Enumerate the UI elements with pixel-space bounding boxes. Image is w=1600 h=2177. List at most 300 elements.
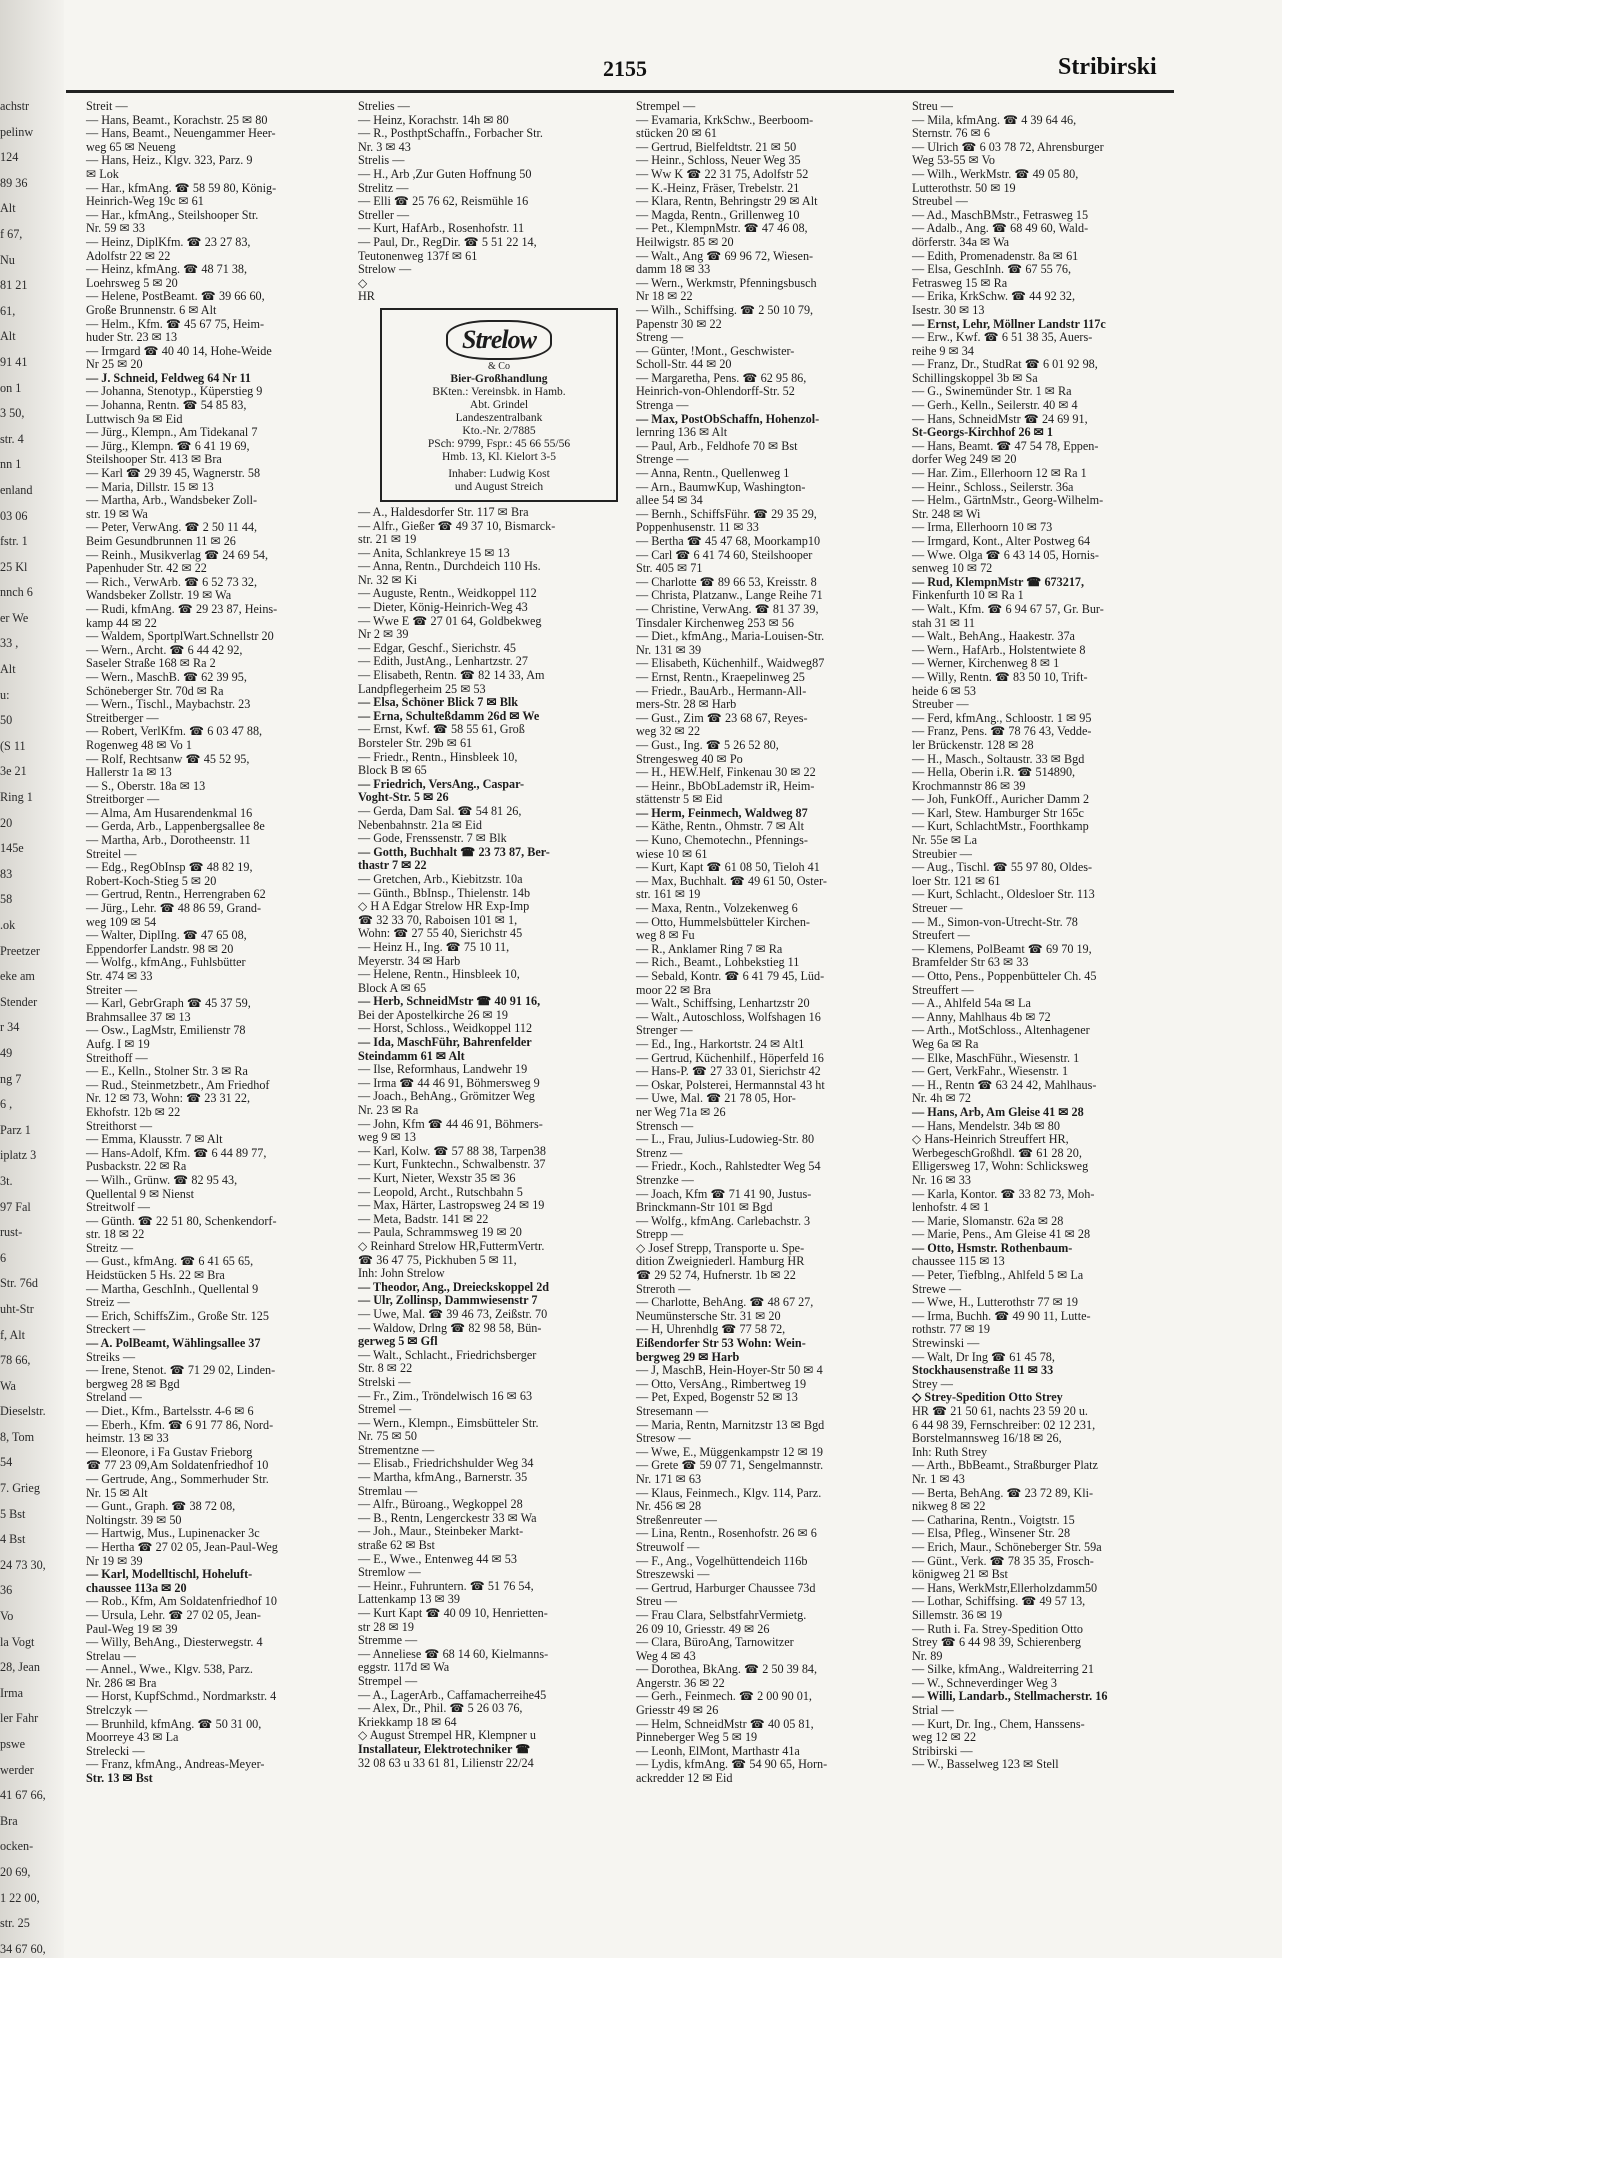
directory-entry: Nr. 3 ✉ 43 — [358, 139, 411, 154]
directory-entry: — Elsa, Schöner Blick 7 ✉ Blk — [358, 695, 518, 710]
directory-entry: — Wilh., WerkMstr. ☎ 49 05 80, — [912, 166, 1079, 181]
directory-entry: — A., LagerArb., Caffamacherreihe45 — [358, 1687, 547, 1702]
directory-entry: — Käthe, Rentn., Ohmstr. 7 ✉ Alt — [636, 819, 804, 834]
surname-heading: Streuer — — [912, 901, 963, 916]
directory-entry: — Pet., KlempnMstr. ☎ 47 46 08, — [636, 221, 808, 236]
directory-entry: — Hella, Oberin i.R. ☎ 514890, — [912, 765, 1076, 780]
directory-entry: — Waldem, SportplWart.Schnellstr 20 — [86, 629, 274, 644]
directory-entry: — Aug., Tischl. ☎ 55 97 80, Oldes- — [912, 860, 1093, 875]
directory-entry: — Hans, Heiz., Klgv. 323, Parz. 9 — [86, 153, 253, 168]
surname-heading: Stribirski — — [912, 1743, 973, 1758]
surname-heading: Stresow — — [636, 1431, 691, 1446]
directory-entry: Nr 2 ✉ 39 — [358, 627, 409, 642]
surname-heading: Streuwolf — — [636, 1539, 700, 1554]
directory-entry: — Kurt, Dr. Ing., Chem, Hanssens- — [912, 1716, 1085, 1731]
surname-heading: Strementzne — — [358, 1442, 435, 1457]
directory-entry: Hallerstr 1a ✉ 13 — [86, 765, 172, 780]
directory-entry: — Ernst, Rentn., Kraepelinweg 25 — [636, 669, 805, 684]
directory-entry: — Joh., Maur., Steinbeker Markt- — [358, 1524, 524, 1539]
directory-entry: Große Brunnenstr. 6 ✉ Alt — [86, 302, 217, 317]
directory-entry: Saseler Straße 168 ✉ Ra 2 — [86, 656, 216, 671]
directory-entry: — Otto, Hummelsbütteler Kirchen- — [636, 914, 810, 929]
advert-line: Hmb. 13, Kl. Kielort 3-5 — [441, 450, 557, 463]
directory-entry: — Elli ☎ 25 76 62, Reismühle 16 — [358, 194, 529, 209]
directory-entry: — Anny, Mahlhaus 4b ✉ 72 — [912, 1009, 1051, 1024]
directory-entry: — Günth., BbInsp., Thielenstr. 14b — [358, 885, 531, 900]
directory-entry: ◇ Strey-Spedition Otto Strey — [912, 1390, 1063, 1405]
directory-entry: — Robert, VerlKfm. ☎ 6 03 47 88, — [86, 724, 263, 739]
directory-entry: mers-Str. 28 ✉ Harb — [636, 697, 737, 712]
directory-entry: str. 19 ✉ Wa — [86, 506, 148, 521]
directory-entry: — Herm, Feinmech, Waldweg 87 — [636, 805, 808, 820]
directory-entry: — Irmgard, Kont., Alter Postweg 64 — [912, 534, 1091, 548]
directory-entry: Schöneberger Str. 70d ✉ Ra — [86, 683, 224, 698]
directory-entry: Inh: John Strelow — [358, 1266, 445, 1281]
directory-entry: — Elsa, GeschInh. ☎ 67 55 76, — [912, 262, 1072, 277]
directory-entry: Neumünstersche Str. 31 ✉ 20 — [636, 1308, 781, 1323]
fragment-line: achstr — [0, 99, 30, 113]
fragment-line: 124 — [0, 150, 19, 165]
directory-entry: — Edith, Promenadenstr. 8a ✉ 61 — [912, 248, 1079, 263]
directory-entry: Nr. 456 ✉ 28 — [636, 1499, 702, 1514]
directory-entry: — Berta, BehAng. ☎ 23 72 89, Kli- — [912, 1485, 1094, 1500]
directory-entry: Wandsbeker Zollstr. 19 ✉ Wa — [86, 588, 232, 603]
directory-entry: Scholl-Str. 44 ✉ 20 — [636, 357, 732, 372]
fragment-line: enland — [0, 482, 33, 497]
directory-entry: — Klemens, PolBeamt ☎ 69 70 19, — [912, 941, 1092, 956]
directory-entry: Papenhuder Str. 42 ✉ 22 — [86, 561, 207, 576]
directory-entry: — Alma, Am Husarendenkmal 16 — [86, 805, 253, 820]
directory-entry: str. 18 ✉ 22 — [86, 1227, 145, 1242]
fragment-line: 81 21 — [0, 278, 28, 293]
directory-entry: — Wern., Klempn., Eimsbütteler Str. — [358, 1415, 539, 1430]
directory-entry: damm 18 ✉ 33 — [636, 262, 711, 277]
directory-entry: — Erika, KrkSchw. ☎ 44 92 32, — [912, 289, 1075, 304]
directory-entry: — Carl ☎ 6 41 74 60, Steilshooper — [636, 547, 813, 562]
directory-entry: — F., Ang., Vogelhüttendeich 116b — [636, 1553, 808, 1568]
directory-entry: lernring 136 ✉ Alt — [636, 425, 728, 440]
fragment-line: Wa — [0, 1378, 16, 1393]
fragment-line: 25 Kl — [0, 559, 28, 574]
left-page-fragment — [0, 100, 58, 2096]
directory-entry: — Walt., Ang ☎ 69 96 72, Wiesen- — [636, 248, 814, 263]
directory-entry: — Friedr., Koch., Rahlstedter Weg 54 — [636, 1159, 821, 1174]
surname-heading: Strenger — — [636, 1023, 693, 1038]
fragment-line: Ring 1 — [0, 790, 33, 805]
fragment-line: 41 67 66, — [0, 1788, 46, 1803]
directory-entry: — John, Kfm ☎ 44 46 91, Böhmers- — [358, 1116, 543, 1131]
directory-entry: Isestr. 30 ✉ 13 — [912, 302, 985, 317]
directory-entry: — Karl, Stew. Hamburger Str 165c — [912, 805, 1084, 820]
directory-entry: — Wwe. Olga ☎ 6 43 14 05, Hornis- — [912, 547, 1099, 562]
fragment-line: 61, — [0, 303, 16, 318]
directory-entry: — Helm., GärtnMstr., Georg-Wilhelm- — [912, 493, 1104, 508]
directory-entry: ☎ 32 33 70, Raboisen 101 ✉ 1, — [358, 912, 518, 927]
directory-entry: — Irma, Ellerhoorn 10 ✉ 73 — [912, 520, 1053, 535]
directory-entry: — Joh, FunkOff., Auricher Damm 2 — [912, 792, 1090, 807]
fragment-line: Dieselstr. — [0, 1404, 46, 1419]
directory-entry: — Wolfg., kfmAng., Fuhlsbütter — [86, 955, 246, 970]
directory-entry: Nr. 12 ✉ 73, Wohn: ☎ 23 31 22, — [86, 1091, 251, 1106]
directory-entry: — J, MaschB, Hein-Hoyer-Str 50 ✉ 4 — [636, 1363, 823, 1378]
directory-entry: weg 109 ✉ 54 — [86, 914, 157, 929]
directory-entry: Str. 8 ✉ 22 — [358, 1361, 413, 1376]
directory-entry: — Anna, Rentn., Durchdeich 110 Hs. — [358, 559, 541, 574]
directory-entry: weg 12 ✉ 22 — [912, 1730, 977, 1745]
directory-entry: — Paul, Arb., Feldhofe 70 ✉ Bst — [636, 438, 798, 453]
directory-entry: Nr. 23 ✉ Ra — [358, 1103, 419, 1118]
surname-heading: ◇ — [358, 275, 368, 290]
directory-entry: — Wwe, H., Lutterothstr 77 ✉ 19 — [912, 1295, 1079, 1310]
directory-entry: Steilshooper Str. 413 ✉ Bra — [86, 452, 222, 467]
directory-entry: — Horst, Schloss., Weidkoppel 112 — [358, 1021, 533, 1036]
directory-entry: Brinckmann-Str 101 ✉ Bgd — [636, 1200, 773, 1215]
directory-entry: Stockhausenstraße 11 ✉ 33 — [912, 1363, 1054, 1378]
directory-entry: — Wolfg., kfmAng. Carlebachstr. 3 — [636, 1213, 811, 1228]
fragment-line: 4 Bst — [0, 1532, 26, 1547]
directory-entry: — Ruth i. Fa. Strey-Spedition Otto — [912, 1621, 1083, 1636]
directory-entry: stücken 20 ✉ 61 — [636, 126, 717, 141]
fragment-line: f 67, — [0, 226, 23, 241]
directory-entry: lenhofstr. 4 ✉ 1 — [912, 1200, 990, 1215]
directory-entry: — Lydis, kfmAng. ☎ 54 90 65, Horn- — [636, 1757, 828, 1772]
strelow-logo: Strelow — [446, 320, 552, 360]
directory-entry: — Franz, Dr., StudRat ☎ 6 01 92 98, — [912, 357, 1098, 372]
fragment-line: 58 — [0, 892, 13, 907]
advert-line: und August Streich — [454, 480, 544, 493]
directory-entry: — Har., kfmAng., Steilshooper Str. — [86, 207, 259, 222]
directory-entry: — Joach., BehAng., Grömitzer Weg — [358, 1089, 535, 1104]
logo-subtext: & Co — [488, 360, 510, 372]
fragment-line: Alt — [0, 329, 16, 344]
directory-entry: — Ursula, Lehr. ☎ 27 02 05, Jean- — [86, 1607, 261, 1622]
directory-entry: Ekhofstr. 12b ✉ 22 — [86, 1104, 181, 1119]
directory-entry: — Irmgard ☎ 40 40 14, Hohe-Weide — [86, 343, 272, 358]
directory-entry: — Joach, Kfm ☎ 71 41 90, Justus- — [636, 1186, 812, 1201]
directory-entry: Nr 19 ✉ 39 — [86, 1553, 143, 1568]
surname-heading: Stresemann — — [636, 1404, 709, 1418]
fragment-line: 6 — [0, 1250, 7, 1265]
directory-entry: straße 62 ✉ Bst — [358, 1538, 435, 1553]
directory-entry: Tinsdaler Kirchenweg 253 ✉ 56 — [636, 615, 795, 630]
directory-entry: — Grete ☎ 59 07 71, Sengelmannstr. — [636, 1458, 824, 1473]
directory-entry: str 28 ✉ 19 — [358, 1619, 414, 1634]
directory-entry: Voght-Str. 5 ✉ 26 — [358, 790, 449, 805]
directory-entry: — H., Arb ,Zur Guten Hoffnung 50 — [358, 166, 532, 181]
surname-heading: HR — [358, 289, 375, 304]
directory-entry: — A. PolBeamt, Wählingsallee 37 — [86, 1336, 261, 1351]
directory-entry: — Heinr., BbObLademstr iR, Heim- — [636, 778, 815, 793]
fragment-line: 6 , — [0, 1097, 13, 1112]
directory-entry: — Werner, Kirchenweg 8 ✉ 1 — [912, 656, 1060, 671]
directory-entry: — Karl, Kolw. ☎ 57 88 38, Tarpen38 — [358, 1143, 546, 1158]
directory-entry: Sillemstr. 36 ✉ 19 — [912, 1607, 1003, 1622]
directory-entry: — Hans, Beamt. ☎ 47 54 78, Eppen- — [912, 438, 1099, 453]
directory-entry: — Peter, Tiefblng., Ahlfeld 5 ✉ La — [912, 1268, 1084, 1283]
directory-entry: — Gertrud, Rentn., Herrengraben 62 — [86, 887, 266, 902]
surname-heading: Stremel — — [358, 1402, 412, 1417]
surname-heading: Stremlow — — [358, 1565, 421, 1580]
advert-line: Landeszentralbank — [455, 411, 543, 424]
directory-entry: — W., Basselweg 123 ✉ Stell — [912, 1757, 1059, 1772]
directory-entry: Bramfelder Str 63 ✉ 33 — [912, 955, 1029, 970]
fragment-line: str. 25 — [0, 1916, 30, 1931]
directory-entry: — Walter, DiplIng. ☎ 47 65 08, — [86, 928, 247, 943]
surname-heading: Streubel — — [912, 194, 968, 209]
directory-entry: Sternstr. 76 ✉ 6 — [912, 126, 990, 141]
surname-heading: Streu — — [912, 99, 953, 113]
directory-entry: — Ilse, Reformhaus, Landwehr 19 — [358, 1062, 528, 1077]
directory-entry: — Har. Zim., Ellerhoorn 12 ✉ Ra 1 — [912, 466, 1087, 481]
directory-entry: — Gertrude, Ang., Sommerhuder Str. — [86, 1471, 269, 1486]
surname-heading: Streufert — — [912, 928, 970, 943]
fragment-line: 50 — [0, 713, 13, 728]
directory-entry: Quellental 9 ✉ Nienst — [86, 1186, 195, 1201]
surname-heading: Streland — — [86, 1390, 142, 1405]
surname-heading: Strelow — — [358, 262, 412, 277]
directory-entry: Papenstr 30 ✉ 22 — [636, 316, 722, 331]
surname-heading: Streubier — — [912, 846, 972, 861]
directory-entry: — Martha, kfmAng., Barnerstr. 35 — [358, 1470, 528, 1485]
directory-entry: — Rob., Kfm, Am Soldatenfriedhof 10 — [86, 1594, 277, 1609]
directory-entry: — Heinz H., Ing. ☎ 75 10 11, — [358, 939, 510, 954]
directory-entry: St-Georgs-Kirchhof 26 ✉ 1 — [912, 425, 1053, 440]
directory-entry: dörferstr. 34a ✉ Wa — [912, 234, 1009, 249]
directory-entry: — Dieter, König-Heinrich-Weg 43 — [358, 600, 528, 615]
fragment-line: r 34 — [0, 1020, 20, 1035]
surname-heading: Strial — — [912, 1703, 954, 1718]
directory-entry: Nr. 89 — [912, 1648, 943, 1663]
directory-entry: ✉ Lok — [86, 166, 119, 181]
advert-line: Inhaber: Ludwig Kost — [448, 467, 550, 480]
fragment-line: on 1 — [0, 380, 22, 395]
directory-entry: — Martha, Arb., Wandsbeker Zoll- — [86, 493, 258, 508]
surname-heading: Strelies — — [358, 99, 410, 113]
directory-entry: — Friedr., Rentn., Hinsbleek 10, — [358, 749, 518, 764]
surname-heading: Streitwolf — — [86, 1200, 150, 1215]
directory-entry: Lattenkamp 13 ✉ 39 — [358, 1592, 460, 1607]
directory-entry: ☎ 36 47 75, Pickhuben 5 ✉ 11, — [358, 1252, 517, 1267]
directory-entry: — Otto, Hsmstr. Rothenbaum- — [912, 1240, 1073, 1255]
fragment-line: str. 4 — [0, 431, 24, 446]
surname-heading: Streitberger — — [86, 710, 159, 725]
directory-entry: — Wern., Werkmstr, Pfenningsbusch — [636, 275, 817, 290]
fragment-line: (S 11 — [0, 738, 26, 753]
directory-entry: Beim Gesundbrunnen 11 ✉ 26 — [86, 534, 236, 548]
directory-entry: — Elsa, Pfleg., Winsener Str. 28 — [912, 1526, 1071, 1541]
directory-entry: Str. 405 ✉ 71 — [636, 561, 703, 576]
column-4 — [912, 100, 1178, 1772]
directory-entry: — Gerda, Dam Sal. ☎ 54 81 26, — [358, 803, 522, 818]
fragment-line: 1 22 00, — [0, 1890, 40, 1905]
fragment-line: werder — [0, 1762, 34, 1777]
directory-entry: — Friedr., BauArb., Hermann-All- — [636, 683, 807, 698]
directory-entry: — Walt, Dr Ing ☎ 61 45 78, — [912, 1349, 1055, 1364]
directory-entry: — Ulr, Zollinsp, Dammwiesenstr 7 — [358, 1293, 538, 1308]
directory-entry: reihe 9 ✉ 34 — [912, 343, 974, 358]
directory-entry: — Heinz, Korachstr. 14h ✉ 80 — [358, 112, 509, 127]
directory-entry: Nebenbahnstr. 21a ✉ Eid — [358, 817, 482, 832]
surname-heading: Strey — — [912, 1376, 953, 1391]
directory-entry: 26 09 10, Griesstr. 49 ✉ 26 — [636, 1621, 770, 1636]
directory-entry: — Klaus, Feinmech., Klgv. 114, Parz. — [636, 1485, 822, 1500]
directory-entry: — Hans-P. ☎ 27 33 01, Sierichstr 42 — [636, 1064, 821, 1079]
advert-line: PSch: 9799, Fspr.: 45 66 55/56 — [427, 437, 571, 450]
directory-entry: — Helm., Kfm. ☎ 45 67 75, Heim- — [86, 316, 264, 331]
directory-entry: — Ww K ☎ 22 31 75, Adolfstr 52 — [636, 166, 809, 181]
surname-heading: Strepp — — [636, 1227, 684, 1242]
directory-entry: — Catharina, Rentn., Voigtstr. 15 — [912, 1512, 1075, 1527]
directory-entry: — Gerh., Kelln., Seilerstr. 40 ✉ 4 — [912, 398, 1078, 413]
directory-entry: Krochmannstr 86 ✉ 39 — [912, 778, 1026, 793]
advert-line: Kto.-Nr. 2/7885 — [462, 424, 536, 437]
directory-entry: ◇ H A Edgar Strelow HR Exp-Imp — [358, 899, 530, 914]
directory-entry: weg 65 ✉ Neueng — [86, 139, 176, 154]
directory-entry: — Kurt, Funktechn., Schwalbenstr. 37 — [358, 1157, 546, 1172]
fragment-line: Preetzer — [0, 943, 40, 958]
directory-entry: — Heinz, kfmAng. ☎ 48 71 38, — [86, 262, 248, 277]
fragment-line: 34 67 60, — [0, 1941, 46, 1956]
column-1 — [86, 100, 348, 1786]
directory-entry: — Annel., Wwe., Klgv. 538, Parz. — [86, 1662, 253, 1677]
fragment-line: ng 7 — [0, 1071, 22, 1086]
directory-entry: — Magda, Rentn., Grillenweg 10 — [636, 207, 800, 222]
fragment-line: 33 , — [0, 636, 19, 651]
directory-entry: — Willi, Landarb., Stellmacherstr. 16 — [912, 1689, 1108, 1704]
directory-entry: — Erich, SchiffsZim., Große Str. 125 — [86, 1308, 269, 1323]
fragment-line: Irma — [0, 1685, 24, 1700]
directory-entry: — Edgar, Geschf., Sierichstr. 45 — [358, 640, 516, 655]
surname-heading: Strelski — — [358, 1374, 411, 1389]
fragment-line: er We — [0, 610, 29, 625]
directory-entry: Nr. 32 ✉ Ki — [358, 572, 417, 587]
fragment-line: 5 Bst — [0, 1506, 26, 1521]
fragment-line: Alt — [0, 201, 16, 216]
directory-entry: — Wilh., Grünw. ☎ 82 95 43, — [86, 1172, 238, 1187]
surname-heading: Streit — — [86, 99, 128, 113]
directory-entry: — Max, PostObSchaffn, Hohenzol- — [636, 411, 820, 426]
directory-entry: dition Zweigniederl. Hamburg HR — [636, 1254, 805, 1269]
directory-entry: — Marie, Pens., Am Gleise 41 ✉ 28 — [912, 1227, 1091, 1242]
directory-entry: Nr. 286 ✉ Bra — [86, 1675, 157, 1690]
directory-entry: — Meta, Badstr. 141 ✉ 22 — [358, 1211, 489, 1226]
directory-entry: bergweg 29 ✉ Harb — [636, 1349, 740, 1364]
directory-entry: heimstr. 13 ✉ 33 — [86, 1431, 169, 1446]
surname-heading: Streu — — [636, 1594, 677, 1609]
directory-entry: — Paula, Schrammsweg 19 ✉ 20 — [358, 1225, 522, 1240]
fragment-line: iplatz 3 — [0, 1148, 37, 1163]
directory-entry: — Klara, Rentn, Behringstr 29 ✉ Alt — [636, 194, 818, 209]
directory-entry: Brahmsallee 37 ✉ 13 — [86, 1009, 191, 1024]
directory-entry: — Paul, Dr., RegDir. ☎ 5 51 22 14, — [358, 234, 537, 249]
fragment-line: Stender — [0, 994, 38, 1009]
directory-entry: — Christine, VerwAng. ☎ 81 37 39, — [636, 601, 819, 616]
directory-entry: heide 6 ✉ 53 — [912, 683, 977, 698]
directory-entry: Nr. 75 ✉ 50 — [358, 1429, 417, 1444]
fragment-line: 7. Grieg — [0, 1481, 40, 1496]
directory-entry: stah 31 ✉ 11 — [912, 615, 975, 630]
directory-entry: — Jürg., Klempn. ☎ 6 41 19 69, — [86, 438, 250, 453]
directory-entry: — Wern., HafArb., Holstentwiete 8 — [912, 642, 1086, 657]
surname-heading: Strelczyk — — [86, 1703, 148, 1718]
directory-entry: — Herb, SchneidMstr ☎ 40 91 16, — [358, 994, 541, 1009]
directory-entry: — Rich., Beamt., Lohbekstieg 11 — [636, 955, 800, 970]
directory-entry: — L., Frau, Julius-Ludowieg-Str. 80 — [636, 1132, 815, 1147]
directory-entry: — Elke, MaschFühr., Wiesenstr. 1 — [912, 1050, 1080, 1065]
directory-entry: — Friedrich, VersAng., Caspar- — [358, 776, 525, 791]
directory-entry: stättenstr 5 ✉ Eid — [636, 792, 723, 807]
fragment-line: 20 69, — [0, 1864, 31, 1879]
fragment-line: Alt — [0, 662, 16, 677]
directory-entry: — M., Simon-von-Utrecht-Str. 78 — [912, 914, 1078, 929]
directory-entry: chaussee 113a ✉ 20 — [86, 1580, 187, 1595]
fragment-line: 78 66, — [0, 1353, 31, 1368]
directory-entry: Adolfstr 22 ✉ 22 — [86, 248, 171, 263]
directory-entry: Nr. 1 ✉ 43 — [912, 1471, 965, 1486]
directory-entry: Kriekkamp 18 ✉ 64 — [358, 1714, 457, 1729]
surname-heading: Streitz — — [86, 1240, 134, 1255]
directory-entry: Elligersweg 17, Wohn: Schlicksweg — [912, 1159, 1089, 1174]
directory-entry: — Karl ☎ 29 39 45, Wagnerstr. 58 — [86, 466, 261, 481]
fragment-line: 03 06 — [0, 508, 28, 523]
directory-entry: Teutonenweg 137f ✉ 61 — [358, 248, 478, 263]
directory-entry: weg 8 ✉ Fu — [636, 928, 695, 943]
fragment-line: Nu — [0, 252, 15, 267]
directory-entry: gerweg 5 ✉ Gfl — [358, 1334, 438, 1349]
directory-entry: Moorreye 43 ✉ La — [86, 1730, 179, 1745]
directory-entry: — Martha, Arb., Dorotheenstr. 11 — [86, 833, 251, 848]
directory-entry: chaussee 115 ✉ 13 — [912, 1254, 1005, 1269]
directory-entry: Aufg. I ✉ 19 — [86, 1036, 150, 1051]
directory-entry: — Irene, Stenot. ☎ 71 29 02, Linden- — [86, 1363, 276, 1378]
directory-entry: — Günt., Verk. ☎ 78 35 35, Frosch- — [912, 1553, 1094, 1568]
directory-entry: Angerstr. 36 ✉ 22 — [636, 1675, 725, 1690]
directory-entry: — Johanna, Stenotyp., Küperstieg 9 — [86, 384, 263, 399]
directory-entry: Steindamm 61 ✉ Alt — [358, 1048, 465, 1063]
directory-entry: — Gust., Zim ☎ 23 68 67, Reyes- — [636, 710, 808, 725]
directory-entry: — H., Rentn ☎ 63 24 42, Mahlhaus- — [912, 1077, 1097, 1092]
directory-entry: — Arn., BaumwKup, Washington- — [636, 479, 806, 494]
surname-heading: Streitborger — — [86, 792, 160, 807]
directory-entry: — Clara, BüroAng, Tarnowitzer — [636, 1635, 794, 1650]
surname-heading: Strenz — — [636, 1145, 683, 1160]
fragment-line: nnch 6 — [0, 585, 33, 600]
directory-entry: — Margaretha, Pens. ☎ 62 95 86, — [636, 370, 807, 385]
directory-entry: — Heinz, DiplKfm. ☎ 23 27 83, — [86, 234, 251, 249]
directory-entry: nikweg 8 ✉ 22 — [912, 1499, 986, 1514]
directory-entry: Nr 18 ✉ 22 — [636, 289, 693, 304]
directory-entry: — Gert, VerkFahr., Wiesenstr. 1 — [912, 1064, 1069, 1079]
directory-entry: — Elisabeth, Rentn. ☎ 82 14 33, Am — [358, 668, 545, 683]
directory-entry: — Walt., BehAng., Haakestr. 37a — [912, 629, 1075, 644]
directory-entry: — Kuno, Chemotechn., Pfennings- — [636, 833, 808, 848]
directory-entry: — Kurt, HafArb., Rosenhofstr. 11 — [358, 221, 525, 236]
directory-entry: bergweg 28 ✉ Bgd — [86, 1376, 180, 1391]
directory-entry: — Gertrud, Küchenhilf., Höperfeld 16 — [636, 1050, 824, 1065]
surname-heading: Streuffert — — [912, 982, 974, 997]
fragment-line: .ok — [0, 918, 16, 932]
directory-entry: — Rolf, Rechtsanw ☎ 45 52 95, — [86, 751, 250, 766]
column-2 — [358, 100, 624, 1770]
strelow-advertisement — [380, 308, 618, 502]
directory-entry: Inh: Ruth Strey — [912, 1444, 988, 1459]
directory-entry: — Pet, Exped, Bogenstr 52 ✉ 13 — [636, 1390, 798, 1405]
fragment-line: Parz 1 — [0, 1122, 31, 1137]
page-number: 2155 — [603, 56, 647, 81]
directory-entry: — Oskar, Polsterei, Hermannstal 43 ht — [636, 1077, 825, 1092]
directory-entry: Pinneberger Weg 5 ✉ 19 — [636, 1730, 758, 1745]
directory-entry: — Kurt, Schlacht., Oldesloer Str. 113 — [912, 887, 1095, 902]
